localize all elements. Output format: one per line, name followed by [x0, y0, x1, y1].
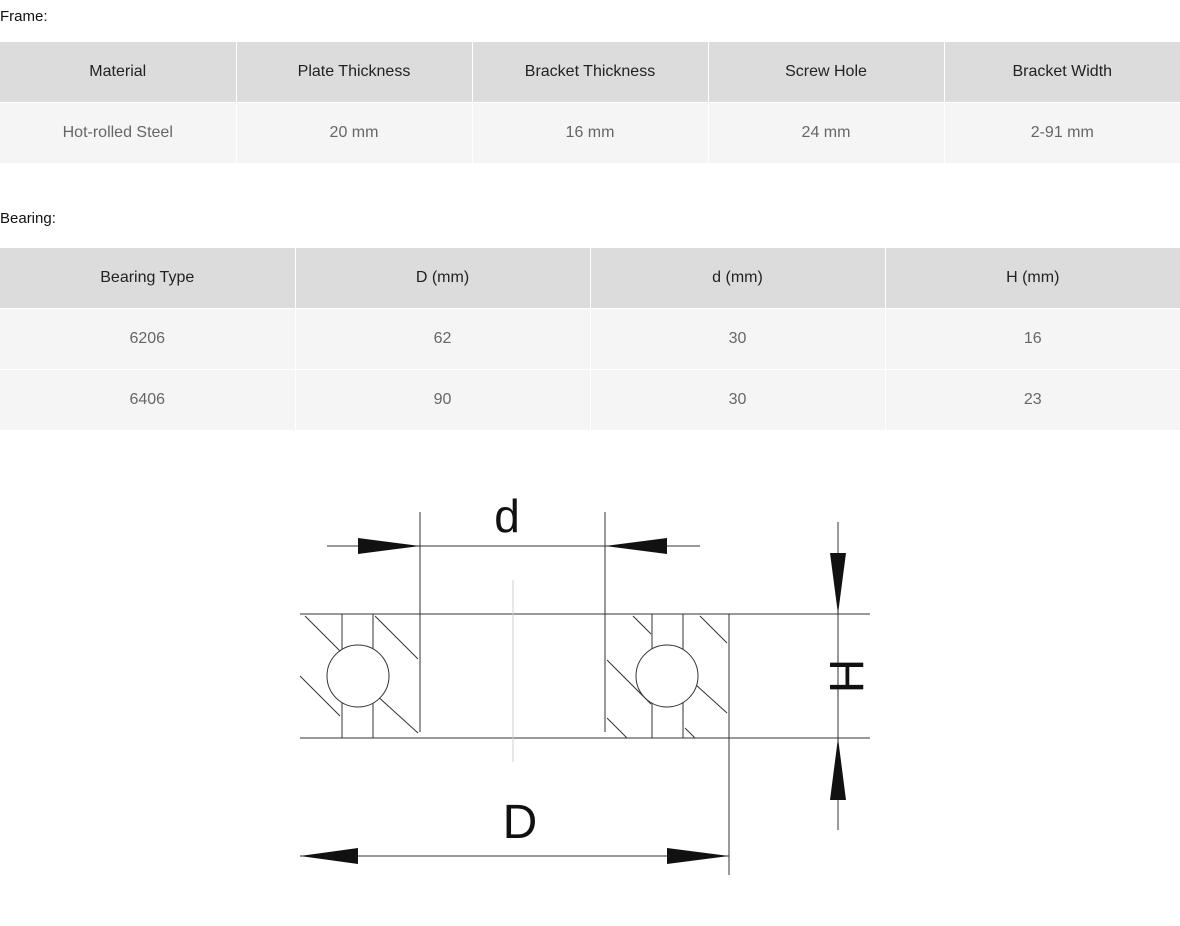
bearing-title: Bearing: — [0, 210, 56, 227]
frame-cell-plate-thickness: 20 mm — [236, 103, 472, 164]
bearing-cell-type: 6406 — [0, 370, 295, 431]
label-height: H — [819, 658, 872, 694]
bearing-header-outer-diameter: D (mm) — [295, 248, 590, 309]
frame-header-material: Material — [0, 42, 236, 103]
bearing-header-inner-diameter: d (mm) — [590, 248, 885, 309]
frame-cell-screw-hole: 24 mm — [708, 103, 944, 164]
frame-cell-bracket-width: 2-91 mm — [944, 103, 1180, 164]
bearing-cell-height: 16 — [885, 309, 1180, 370]
frame-header-bracket-width: Bracket Width — [944, 42, 1180, 103]
frame-header-screw-hole: Screw Hole — [708, 42, 944, 103]
frame-cell-bracket-thickness: 16 mm — [472, 103, 708, 164]
bearing-cell-height: 23 — [885, 370, 1180, 431]
frame-header-plate-thickness: Plate Thickness — [236, 42, 472, 103]
label-outer-diameter: D — [502, 796, 538, 849]
bearing-cell-outer-diameter: 62 — [295, 309, 590, 370]
bearing-header-height: H (mm) — [885, 248, 1180, 309]
frame-title: Frame: — [0, 8, 48, 25]
label-inner-diameter: d — [494, 490, 520, 542]
bearing-cell-outer-diameter: 90 — [295, 370, 590, 431]
bearing-cell-type: 6206 — [0, 309, 295, 370]
frame-cell-material: Hot-rolled Steel — [0, 103, 236, 164]
bearing-cell-inner-diameter: 30 — [590, 370, 885, 431]
bearing-header-type: Bearing Type — [0, 248, 295, 309]
bearing-cell-inner-diameter: 30 — [590, 309, 885, 370]
frame-header-bracket-thickness: Bracket Thickness — [472, 42, 708, 103]
